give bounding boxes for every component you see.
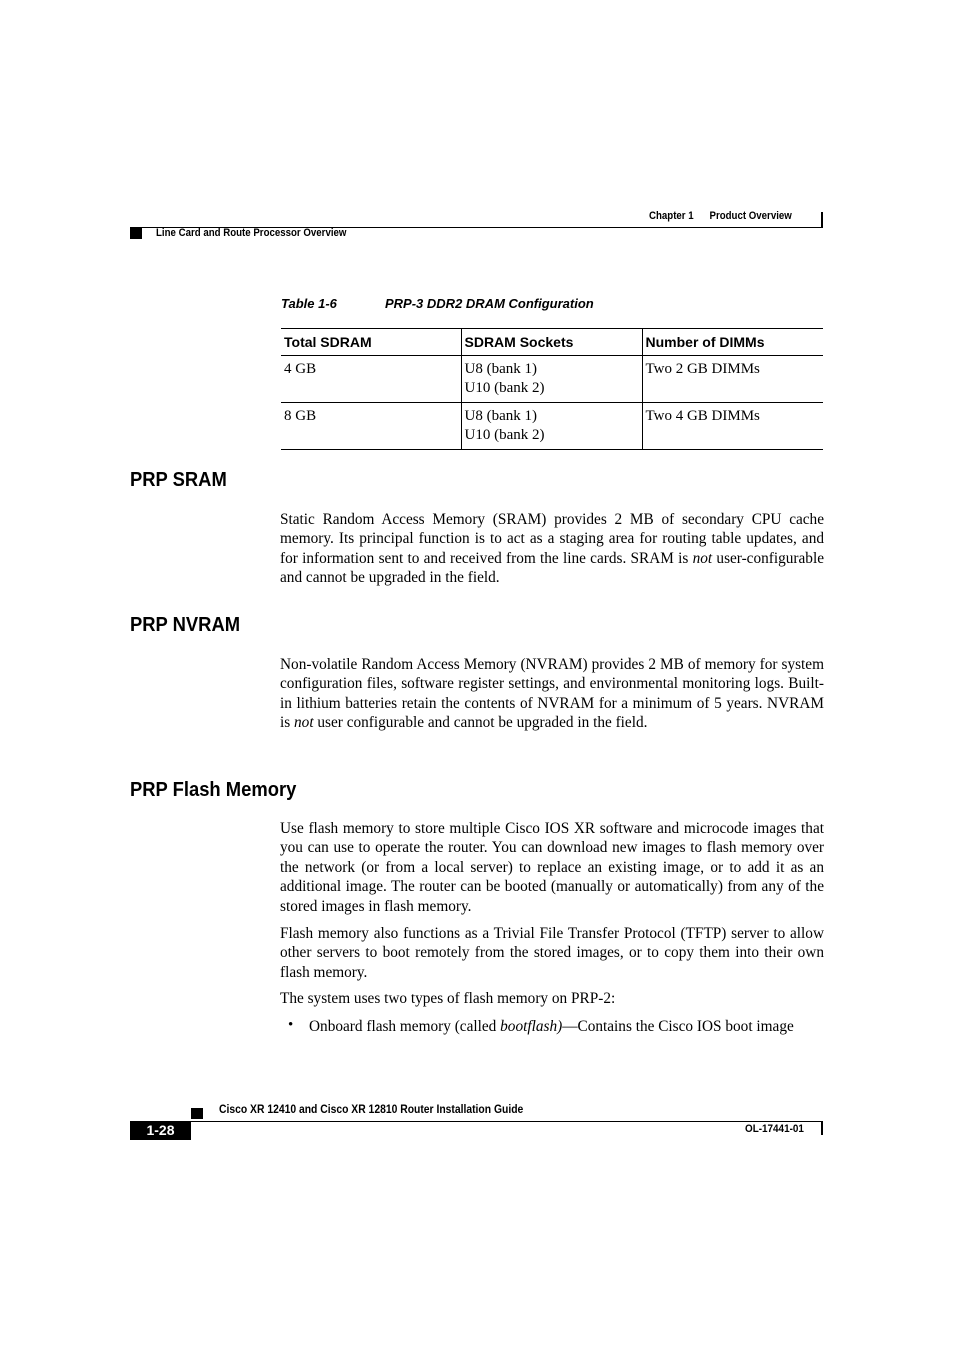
cell-number-of-dimms: Two 4 GB DIMMs	[642, 403, 823, 450]
cell-total-sdram: 8 GB	[281, 403, 461, 450]
section-heading-flash: PRP Flash Memory	[130, 779, 297, 801]
cell-number-of-dimms: Two 2 GB DIMMs	[642, 356, 823, 403]
bullet-text-end: —Contains the Cisco IOS boot image	[562, 1018, 794, 1035]
table-caption	[281, 296, 594, 311]
nvram-emphasis: not	[294, 714, 314, 732]
footer-marker-block	[191, 1108, 203, 1119]
running-header-chapter	[649, 210, 808, 222]
sram-text-end: user-configurable and cannot be upgraded in the field.	[280, 549, 824, 587]
document-number: OL-17441-01	[745, 1123, 804, 1135]
footer-rule	[130, 1121, 823, 1122]
socket-line: U10 (bank 2)	[464, 427, 545, 443]
nvram-text-end: user configurable and cannot be upgraded in the field.	[313, 714, 648, 732]
cell-sdram-sockets	[461, 356, 642, 403]
cell-sdram-sockets	[461, 403, 642, 450]
bullet-emphasis: bootflash)	[500, 1018, 563, 1035]
socket-line: U8 (bank 1)	[464, 361, 537, 377]
header-vertical-bar	[821, 212, 823, 228]
table-row	[281, 356, 823, 403]
running-header-section: Line Card and Route Processor Overview	[156, 227, 347, 239]
chapter-label: Chapter 1	[649, 210, 694, 222]
column-header: SDRAM Sockets	[461, 329, 642, 356]
flash-paragraph-3: The system uses two types of flash memory on PRP-2:	[280, 990, 616, 1007]
header-marker-block	[130, 228, 142, 239]
table-header-row	[281, 329, 823, 356]
socket-line: U10 (bank 2)	[464, 380, 545, 396]
bullet-icon: •	[288, 1017, 294, 1033]
column-header: Total SDRAM	[281, 329, 461, 356]
bullet-text: Onboard flash memory (called	[309, 1018, 501, 1035]
table-row	[281, 403, 823, 450]
cell-total-sdram: 4 GB	[281, 356, 461, 403]
nvram-text: Non-volatile Random Access Memory (NVRAM) provides 2 MB of memory for system configuration files, software register settings, and environmental monitoring logs. Built-in lithium batteries retain the contents of NVRAM for a minimum of 5 years. NVRAM is	[280, 656, 824, 732]
flash-paragraph-2: Flash memory also functions as a Trivial File Transfer Protocol (TFTP) server to allow other servers to boot remotely from the stored images, or to copy them into their own flash memory.	[280, 925, 824, 981]
bullet-item-bootflash	[309, 1017, 824, 1036]
footer-vertical-bar	[821, 1121, 823, 1135]
chapter-title: Product Overview	[709, 210, 792, 222]
nvram-paragraph	[280, 655, 824, 733]
column-header: Number of DIMMs	[642, 329, 823, 356]
sram-text: Static Random Access Memory (SRAM) provides 2 MB of secondary CPU cache memory. Its principal function is to act as a staging area for routing table updates, and for information sent to and received from the line cards. SRAM is	[280, 511, 824, 567]
flash-paragraph-1: Use flash memory to store multiple Cisco IOS XR software and microcode images that you can use to operate the router. You can download new images to flash memory over the network (or from a local server) to replace an existing image, or to add it as an additional image. The router can be booted (manually or automatically) from any of the stored images in flash memory.	[280, 820, 824, 915]
table-number: Table 1-6	[281, 296, 337, 311]
footer-guide-title: Cisco XR 12410 and Cisco XR 12810 Router Installation Guide	[219, 1104, 524, 1116]
sram-paragraph	[280, 510, 824, 588]
page-number: 1-28	[130, 1121, 191, 1140]
section-heading-nvram: PRP NVRAM	[130, 614, 241, 636]
section-heading-sram: PRP SRAM	[130, 469, 227, 491]
socket-line: U8 (bank 1)	[464, 408, 537, 424]
dram-config-table	[281, 328, 823, 450]
table-title: PRP-3 DDR2 DRAM Configuration	[385, 296, 594, 311]
sram-emphasis: not	[692, 549, 713, 567]
